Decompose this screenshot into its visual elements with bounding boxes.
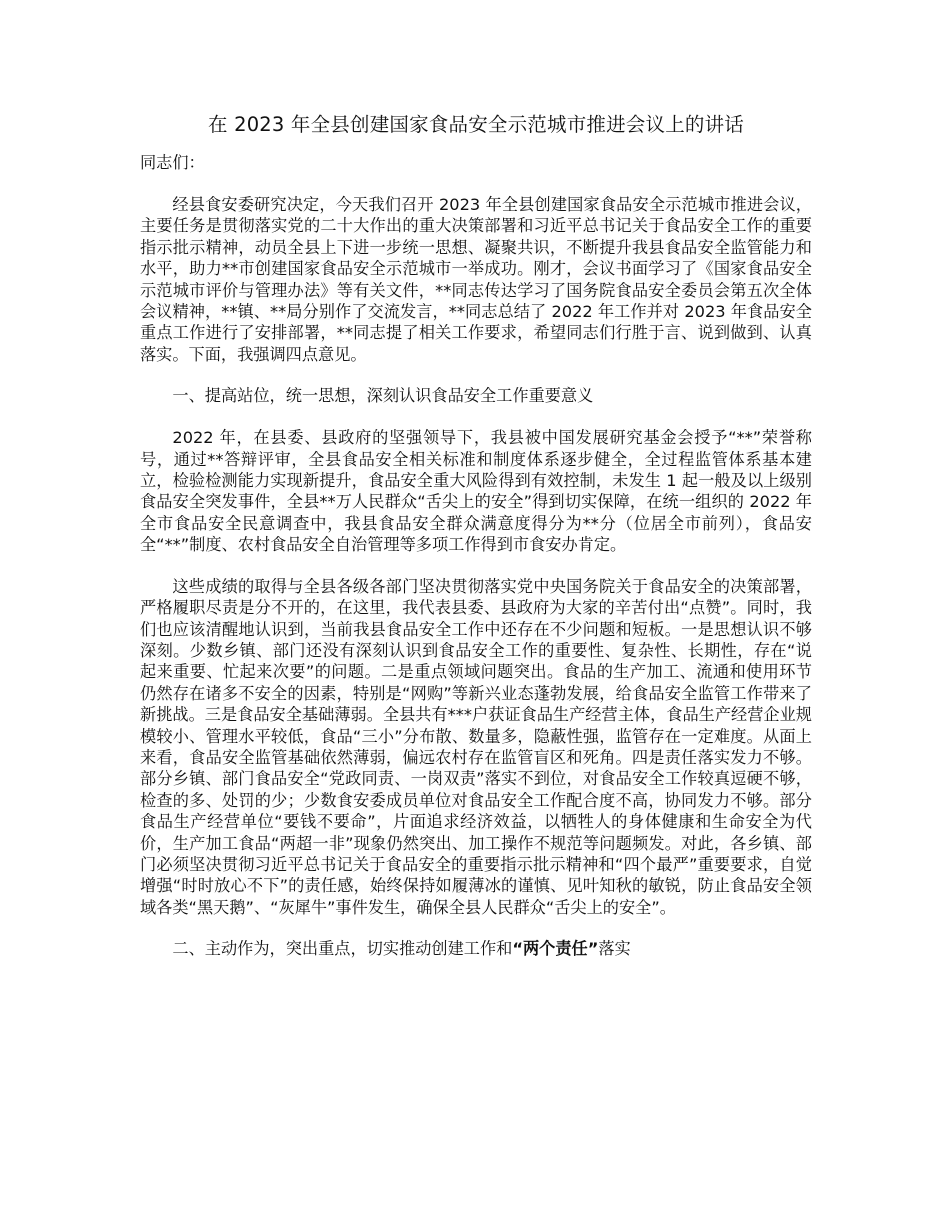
section-heading-2-emphasis: “两个责任”: [512, 939, 599, 959]
section-heading-2-text: 二、主动作为，突出重点，切实推动创建工作和: [172, 939, 513, 959]
section-heading-2: [140, 938, 812, 960]
section-heading-1: 一、提高站位，统一思想，深刻认识食品安全工作重要意义: [172, 386, 594, 406]
paragraph-intro: 经县食安委研究决定，今天我们召开 2023 年全县创建国家食品安全示范城市推进会议，主要任务是贯彻落实党的二十大作出的重大决策部署和习近平总书记关于食品安全工作的重要指示批示精神，动员全县上下进一步统一思想、凝聚共识，不断提升我县食品安全监管能力和水平，助力**市创建国家食品安全示范城市一举成功。刚才，会议书面学习了《国家食品安全示范城市评价与管理办法》等有关文件，**同志传达学习了国务院食品安全委员会第五次全体会议精神，**镇、**局分别作了交流发言，**同志总结了 2022 年工作并对 2023 年食品安全重点工作进行了安排部署，**同志提了相关工作要求，希望同志们行胜于言、说到做到、认真落实。下面，我强调四点意见。: [140, 195, 812, 364]
section-heading-2-end: 落实: [598, 939, 631, 959]
document-title: 在 2023 年全县创建国家食品安全示范城市推进会议上的讲话: [207, 113, 745, 136]
greeting: 同志们：: [140, 153, 205, 172]
document-page: [140, 110, 812, 980]
paragraph-problems: 这些成绩的取得与全县各级各部门坚决贯彻落实党中央国务院关于食品安全的决策部署，严格履职尽责是分不开的，在这里，我代表县委、县政府为大家的辛苦付出“点赞”。同时，我们也应该清醒地认识到，当前我县食品安全工作中还存在不少问题和短板。一是思想认识不够深刻。少数乡镇、部门还没有深刻认识到食品安全工作的重要性、复杂性、长期性，存在“说起来重要、忙起来次要”的问题。二是重点领域问题突出。食品的生产加工、流通和使用环节仍然存在诸多不安全的因素，特别是“网购”等新兴业态蓬勃发展，给食品安全监管工作带来了新挑战。三是食品安全基础薄弱。全县共有***户获证食品生产经营主体，食品生产经营企业规模较小、管理水平较低，食品“三小”分布散、数量多，隐蔽性强，监管存在一定难度。从面上来看，食品安全监管基础依然薄弱，偏远农村存在监管盲区和死角。四是责任落实发力不够。部分乡镇、部门食品安全“党政同责、一岗双责”落实不到位，对食品安全工作较真逗硬不够，检查的多、处罚的少；少数食安委成员单位对食品安全工作配合度不高，协同发力不够。部分食品生产经营单位“要钱不要命”，片面追求经济效益，以牺牲人的身体健康和生命安全为代价，生产加工食品“两超一非”现象仍然突出、加工操作不规范等问题频发。对此，各乡镇、部门必须坚决贯彻习近平总书记关于食品安全的重要指示批示精神和“四个最严”重要要求，自觉增强“时时放心不下”的责任感，始终保持如履薄冰的谨慎、见叶知秋的敏锐，防止食品安全领域各类“黑天鹅”、“灰犀牛”事件发生，确保全县人民群众“舌尖上的安全”。: [140, 576, 812, 917]
paragraph-achievements: 2022 年，在县委、县政府的坚强领导下，我县被中国发展研究基金会授予“**”荣誉称号，通过**答辩评审，全县食品安全相关标准和制度体系逐步健全，全过程监管体系基本建立，检验检测能力实现新提升，食品安全重大风险得到有效控制，未发生 1 起一般及以上级别食品安全突发事件，全县**万人民群众“舌尖上的安全”得到切实保障，在统一组织的 2022 年全市食品安全民意调查中，我县食品安全群众满意度得分为**分（位居全市前列），食品安全“**”制度、农村食品安全自治管理等多项工作得到市食安办肯定。: [140, 428, 812, 555]
